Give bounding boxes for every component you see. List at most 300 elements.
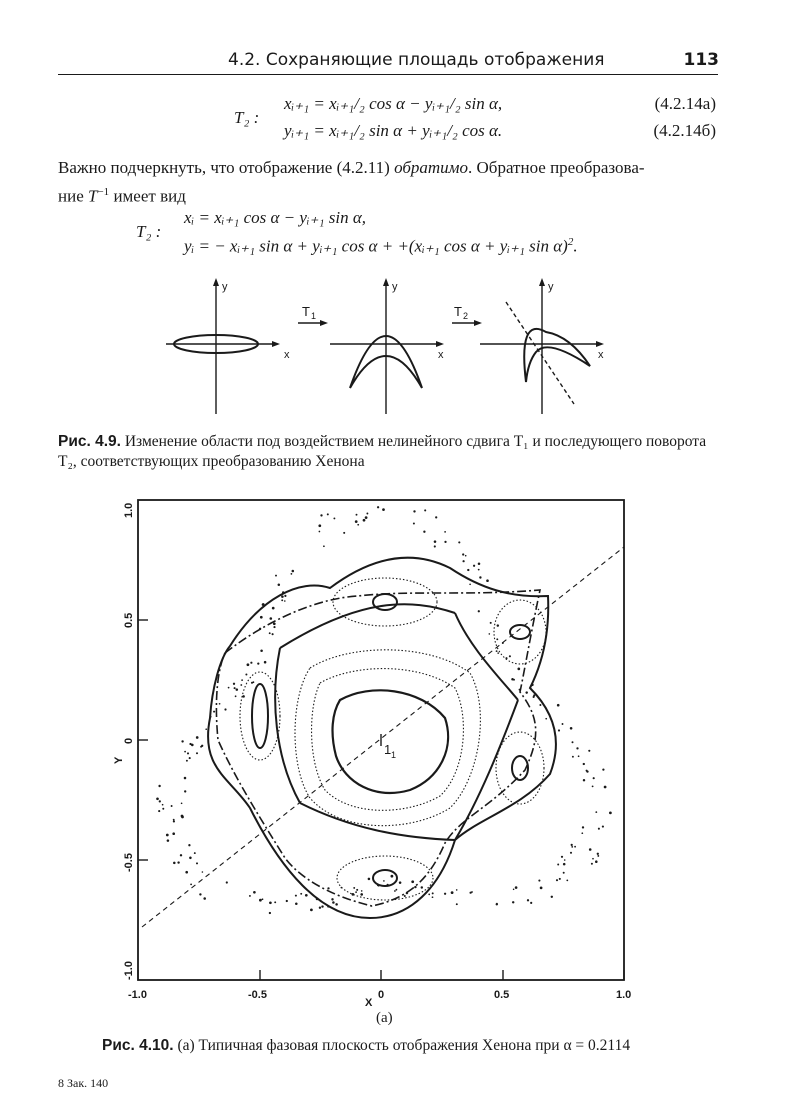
- fig49-panel2-x-label: x: [438, 349, 444, 361]
- fig410-chaotic-point: [533, 694, 535, 696]
- fig410-chaotic-point: [327, 513, 329, 515]
- fig410-chaotic-point: [251, 682, 253, 684]
- fig410-chaotic-point: [356, 889, 358, 891]
- fig410-chaotic-point: [434, 540, 437, 543]
- fig410-chaotic-point: [295, 903, 298, 906]
- fig410-chaotic-point: [458, 541, 460, 543]
- fig410-chaotic-point: [269, 632, 271, 634]
- fig410-chaotic-point: [355, 520, 358, 523]
- fig49-panel1-y-arrowhead: [213, 278, 219, 286]
- fig410-chaotic-point: [563, 872, 565, 874]
- fig410-chaotic-point: [235, 695, 237, 697]
- figure-4-10-caption-text: (а) Типичная фазовая плоскость отображения Хенона при α = 0.2114: [173, 1037, 631, 1054]
- fig410-fixed-point-label: 1: [384, 742, 392, 757]
- fig410-chaotic-point: [159, 800, 161, 802]
- fig410-chaotic-point: [264, 661, 267, 664]
- running-header-title: 4.2. Сохраняющие площадь отображения: [228, 50, 605, 70]
- fig410-chaotic-point: [462, 553, 464, 555]
- fig410-chaotic-point: [332, 901, 335, 904]
- fig410-island-left-outer: [240, 672, 280, 760]
- fig410-chaotic-point: [262, 898, 264, 900]
- fig410-x-axis-label: X: [365, 997, 373, 1008]
- fig410-chaotic-point: [181, 802, 183, 804]
- fig410-chaotic-point: [259, 628, 261, 630]
- fig410-chaotic-point: [224, 708, 226, 710]
- figure-4-9-caption: [58, 432, 714, 472]
- fig410-chaotic-point: [228, 687, 230, 689]
- fig410-chaotic-point: [444, 893, 446, 895]
- fig410-chaotic-point: [444, 541, 446, 543]
- fig410-chaotic-point: [184, 751, 186, 753]
- fig410-chaotic-point: [319, 531, 321, 533]
- fig410-chaotic-point: [512, 901, 514, 903]
- fig410-chaotic-point: [245, 673, 247, 675]
- fig410-chaotic-point: [592, 785, 594, 787]
- fig410-chaotic-point: [352, 893, 355, 896]
- fig410-chaotic-point: [269, 901, 272, 904]
- fig410-chaotic-point: [250, 662, 252, 664]
- fig410-chaotic-point: [341, 887, 343, 889]
- fig410-chaotic-point: [357, 524, 359, 526]
- fig410-chaotic-point: [269, 912, 271, 914]
- fig410-chaotic-point: [353, 887, 355, 889]
- fig49-panel2-y-arrowhead: [383, 278, 389, 286]
- fig410-chaotic-point: [194, 852, 196, 854]
- fig410-chaotic-point: [284, 595, 286, 597]
- fig410-chaotic-point: [589, 848, 592, 851]
- fig410-chaotic-point: [509, 655, 511, 657]
- fig410-chaotic-point: [291, 573, 293, 575]
- fig410-chaotic-point: [281, 599, 283, 601]
- fig410-chaotic-point: [406, 892, 408, 894]
- fig410-chaotic-point: [257, 662, 259, 664]
- paragraph-part3: ние: [58, 186, 88, 206]
- fig410-chaotic-point: [469, 583, 471, 585]
- fig410-chaotic-point: [172, 832, 175, 835]
- fig410-chaotic-point: [190, 883, 192, 885]
- fig410-chaotic-point: [597, 853, 599, 855]
- fig410-chaotic-point: [456, 903, 458, 905]
- page-number: 113: [683, 50, 719, 70]
- fig410-chaotic-point: [564, 859, 566, 861]
- figure-4-10-caption-label: Рис. 4.10.: [102, 1037, 174, 1054]
- fig410-chaotic-point: [363, 519, 366, 522]
- fig410-chaotic-point: [570, 727, 573, 730]
- fig410-chaotic-point: [574, 846, 576, 848]
- fig49-panel1-x-arrowhead: [272, 341, 280, 347]
- fig49-panel3-dashed-line: [506, 302, 574, 404]
- fig410-chaotic-point: [318, 524, 321, 527]
- fig410-chaotic-point: [559, 878, 561, 880]
- fig410-y-tick-label-4: 1.0: [123, 502, 135, 518]
- equation-number-4-2-14b: (4.2.14б): [653, 121, 716, 140]
- fig410-chaotic-point: [281, 595, 284, 598]
- fig410-chaotic-point: [595, 811, 597, 813]
- fig410-y-tick-label-3: 0.5: [123, 612, 135, 628]
- equation-label-t2: T₂ :: [234, 108, 260, 127]
- fig410-chaotic-point: [210, 716, 212, 718]
- fig410-chaotic-point: [368, 878, 371, 881]
- fig410-chaotic-point: [598, 828, 600, 830]
- fig410-chaotic-point: [366, 513, 368, 515]
- fig410-chaotic-point: [253, 891, 256, 894]
- fig410-chaotic-point: [551, 896, 553, 898]
- fig410-chaotic-point: [181, 816, 184, 819]
- fig410-chaotic-point: [184, 790, 186, 792]
- fig410-chaotic-point: [496, 903, 498, 905]
- fig410-chaotic-point: [196, 736, 199, 739]
- fig410-chaotic-point: [320, 514, 322, 516]
- fig410-chaotic-point: [505, 657, 507, 659]
- fig410-island-bottom-core: [373, 870, 397, 886]
- fig410-chaotic-point: [583, 779, 585, 781]
- fig410-chaotic-point: [275, 575, 277, 577]
- fig410-chaotic-point: [173, 819, 175, 821]
- fig410-chaotic-point: [185, 871, 188, 874]
- fig410-chaotic-point: [196, 752, 198, 754]
- fig410-island-right-upper-core: [510, 625, 530, 639]
- fig410-chaotic-point: [199, 893, 201, 895]
- fig410-chaotic-point: [540, 887, 543, 890]
- fig410-chaotic-point: [530, 902, 532, 904]
- fig410-chaotic-point: [270, 617, 273, 620]
- fig410-chaotic-point: [188, 844, 190, 846]
- fig49-arrow-t2-head: [474, 320, 482, 326]
- fig49-panel3-x-arrowhead: [596, 341, 604, 347]
- fig410-chaotic-point: [187, 752, 189, 754]
- fig410-chaotic-point: [527, 899, 529, 901]
- fig49-panel3-x-label: x: [598, 349, 604, 361]
- fig410-chaotic-point: [609, 812, 612, 815]
- fig410-chaotic-point: [162, 804, 164, 806]
- fig410-chaotic-point: [181, 740, 183, 742]
- fig410-chaotic-point: [432, 896, 434, 898]
- fig410-chaotic-point: [360, 893, 363, 896]
- fig410-chaotic-point: [467, 569, 469, 571]
- fig410-chaotic-point: [343, 532, 345, 534]
- fig410-chaotic-point: [478, 610, 480, 612]
- inverse-equation-line1: xᵢ = xᵢ₊₁ cos α − yᵢ₊₁ sin α,: [184, 208, 367, 227]
- fig410-chaotic-point: [305, 894, 308, 897]
- fig49-panel1-x-label: x: [284, 349, 290, 361]
- fig410-chaotic-point: [571, 844, 573, 846]
- fig410-chaotic-point: [399, 881, 402, 884]
- fig410-chaotic-point: [578, 755, 580, 757]
- fig410-chaotic-point: [428, 894, 430, 896]
- fig410-chaotic-point: [282, 591, 284, 593]
- fig410-chaotic-point: [588, 750, 590, 752]
- fig410-chaotic-point: [413, 522, 415, 524]
- fig410-chaotic-point: [189, 857, 192, 860]
- fig410-chaotic-point: [323, 545, 325, 547]
- fig410-chaotic-point: [382, 508, 385, 511]
- fig410-island-left-core: [252, 684, 268, 748]
- fig410-chaotic-point: [451, 891, 454, 894]
- fig410-chaotic-point: [300, 893, 302, 895]
- fig410-chaotic-point: [177, 861, 179, 863]
- fig410-chaotic-point: [189, 757, 191, 759]
- fig410-chaotic-point: [496, 650, 498, 652]
- fig410-chaotic-point: [166, 834, 169, 837]
- fig410-chaotic-point: [411, 880, 414, 883]
- fig410-chaotic-point: [489, 633, 491, 635]
- fig410-chaotic-point: [327, 905, 329, 907]
- fig410-chaotic-point: [319, 907, 321, 909]
- figure-4-9: [150, 276, 620, 416]
- fig410-chaotic-point: [233, 683, 235, 685]
- fig410-chaotic-point: [173, 820, 175, 822]
- fig49-panel3-rotated-shape: [524, 329, 590, 382]
- fig410-chaotic-point: [421, 886, 423, 888]
- fig49-arrow-t2-sub: 2: [463, 311, 469, 321]
- fig410-chaotic-point: [576, 747, 578, 749]
- fig410-chaotic-point: [321, 905, 323, 907]
- header-rule: [58, 74, 718, 75]
- fig410-chaotic-point: [219, 703, 221, 705]
- fig410-chaotic-point: [591, 863, 593, 865]
- fig410-chaotic-point: [496, 638, 498, 640]
- fig410-chaotic-point: [486, 579, 489, 582]
- inverse-equation-line2-sup: 2: [567, 236, 574, 248]
- fig410-chaotic-point: [327, 887, 329, 889]
- fig410-chaotic-point: [184, 777, 187, 780]
- fig410-chaotic-point: [557, 864, 559, 866]
- fig410-chaotic-point: [497, 624, 499, 626]
- fig410-chaotic-point: [278, 583, 281, 586]
- fig410-chaotic-point: [242, 695, 245, 698]
- fig49-panel1-y-label: y: [222, 281, 228, 293]
- fig410-chaotic-point: [273, 622, 276, 625]
- fig410-chaotic-point: [511, 678, 514, 681]
- fig410-chaotic-point: [241, 679, 243, 681]
- fig410-chaotic-point: [545, 718, 547, 720]
- fig410-x-tick-label-3: 0.5: [494, 989, 510, 1001]
- fig410-invariant-curve-3: [295, 650, 480, 826]
- fig49-panel3-y-arrowhead: [539, 278, 545, 286]
- fig410-chaotic-point: [180, 854, 182, 856]
- fig410-chaotic-point: [202, 871, 204, 873]
- fig410-chaotic-points: [156, 506, 612, 914]
- fig410-chaotic-point: [196, 862, 198, 864]
- fig410-chaotic-point: [497, 652, 499, 654]
- figure-4-9-caption-text: Изменение области под воздействием нелинейного сдвига T₁ и последующего поворота T₂, соответствующих преобразованию Хенона: [58, 433, 707, 470]
- fig410-chaotic-point: [259, 899, 262, 902]
- fig410-chaotic-point: [158, 785, 160, 787]
- fig410-chaotic-point: [444, 531, 446, 533]
- fig410-chaotic-point: [272, 607, 275, 610]
- footer-signature: 8 Зак. 140: [58, 1076, 109, 1090]
- fig410-chaotic-point: [570, 852, 572, 854]
- fig410-separatrix-arc-top: [280, 604, 455, 648]
- fig410-chaotic-point: [583, 763, 585, 765]
- fig410-chaotic-point: [432, 892, 434, 894]
- fig410-chaotic-point: [513, 889, 515, 891]
- fig410-chaotic-point: [365, 516, 368, 519]
- fig410-chaotic-point: [593, 777, 595, 779]
- fig410-chaotic-point: [167, 839, 170, 842]
- fig410-chaotic-point: [356, 514, 358, 516]
- fig410-chaotic-point: [361, 890, 363, 892]
- fig410-chaotic-point: [515, 886, 518, 889]
- fig410-chaotic-point: [310, 909, 313, 912]
- fig410-separatrix-arc-left: [275, 648, 300, 803]
- fig410-chaotic-point: [236, 688, 239, 691]
- paragraph-inverse-sup: −1: [97, 186, 110, 198]
- fig410-x-tick-label-4: 1.0: [616, 989, 632, 1001]
- fig410-x-tick-label-1: -0.5: [248, 989, 267, 1001]
- fig410-chaotic-point: [473, 565, 475, 567]
- fig410-chaotic-point: [581, 832, 583, 834]
- fig410-chaotic-point: [316, 898, 319, 901]
- fig410-chaotic-point: [377, 506, 379, 508]
- fig410-chaotic-point: [562, 723, 564, 725]
- fig410-chaotic-point: [396, 889, 398, 891]
- fig410-y-tick-label-0: -1.0: [123, 961, 135, 980]
- fig410-chaotic-point: [561, 856, 563, 858]
- fig410-chaotic-point: [173, 862, 176, 865]
- fig410-chaotic-point: [234, 687, 236, 689]
- fig410-chaotic-point: [284, 600, 286, 602]
- fig410-chaotic-point: [469, 892, 471, 894]
- fig410-chaotic-point: [286, 900, 288, 902]
- fig410-chaotic-point: [273, 626, 275, 628]
- paragraph-emphasis: обратимо: [394, 158, 469, 177]
- fig410-chaotic-point: [272, 633, 274, 635]
- fig410-y-axis-label: Y: [113, 756, 125, 764]
- fig49-panel3-y-label: y: [548, 281, 554, 293]
- fig410-chaotic-point: [462, 560, 464, 562]
- fig410-chaotic-point: [387, 884, 389, 886]
- fig410-chaotic-point: [391, 875, 394, 878]
- figure-4-10: [110, 478, 650, 1008]
- fig410-x-tick-label-0: -1.0: [128, 989, 147, 1001]
- fig410-y-tick-label-1: -0.5: [123, 853, 135, 872]
- fig410-chaotic-point: [571, 846, 573, 848]
- fig410-chaotic-point: [249, 895, 251, 897]
- fig410-chaotic-point: [413, 510, 415, 512]
- fig410-chaotic-point: [414, 886, 416, 888]
- fig410-chaotic-point: [490, 622, 492, 624]
- fig410-chaotic-point: [465, 555, 467, 557]
- fig410-chaotic-point: [274, 901, 276, 903]
- inverse-equation-line2: [184, 236, 578, 257]
- paragraph-part4: имеет вид: [109, 186, 186, 206]
- equation-4-2-14a: xᵢ₊₁ = xᵢ₊₁/₂ cos α − yᵢ₊₁/₂ sin α,: [284, 94, 503, 113]
- fig410-chaotic-point: [423, 531, 425, 533]
- fig410-chaotic-point: [602, 826, 604, 828]
- paragraph-part2: . Обратное преобразова-: [468, 158, 645, 177]
- fig410-chaotic-point: [355, 891, 357, 893]
- fig410-chaotic-point: [331, 898, 333, 900]
- fig410-chaotic-point: [260, 616, 263, 619]
- fig410-chaotic-point: [203, 897, 206, 900]
- fig410-chaotic-point: [434, 545, 436, 547]
- equation-4-2-14b: yᵢ₊₁ = xᵢ₊₁/₂ sin α + yᵢ₊₁/₂ cos α.: [284, 121, 503, 140]
- equation-number-4-2-14a: (4.2.14а): [654, 94, 716, 113]
- fig410-island-right-upper-outer: [494, 600, 546, 664]
- fig410-island-top-core: [373, 594, 397, 610]
- fig410-chaotic-point: [525, 691, 527, 693]
- fig410-chaotic-point: [226, 881, 228, 883]
- fig410-chaotic-point: [158, 810, 160, 812]
- inverse-equation-line2-end: .: [573, 236, 578, 256]
- fig410-chaotic-point: [538, 880, 540, 882]
- fig410-chaotic-point: [478, 562, 481, 565]
- fig410-chaotic-point: [502, 642, 504, 644]
- fig410-chaotic-point: [240, 684, 242, 686]
- fig410-chaotic-point: [435, 516, 437, 518]
- fig410-chaotic-point: [572, 756, 574, 758]
- fig410-chaotic-point: [262, 603, 264, 605]
- inverse-equation-line2-main: yᵢ = − xᵢ₊₁ sin α + yᵢ₊₁ cos α + +(xᵢ₊₁ cos α + yᵢ₊₁ sin α): [184, 236, 568, 256]
- fig410-chaotic-point: [586, 770, 588, 772]
- fig410-chaotic-point: [189, 743, 191, 745]
- fig410-island-bottom-outer: [337, 856, 433, 900]
- fig410-chaotic-point: [162, 808, 164, 810]
- fig410-chaotic-point: [539, 704, 541, 706]
- fig410-chaotic-point: [292, 570, 295, 573]
- fig410-chaotic-point: [205, 728, 207, 730]
- fig410-chaotic-point: [295, 895, 297, 897]
- figure-4-9-caption-label: Рис. 4.9.: [58, 433, 121, 450]
- fig49-arrow-t1-label: T: [302, 304, 310, 319]
- fig410-chaotic-point: [604, 786, 607, 789]
- fig410-chaotic-point: [335, 903, 338, 906]
- fig410-fixed-point-label-sub: 1: [391, 750, 397, 760]
- inverse-equation-label: T₂ :: [136, 222, 162, 241]
- paragraph-inverse: T: [88, 186, 98, 206]
- fig410-chaotic-point: [171, 805, 173, 807]
- fig410-separatrix-arc-bottom: [300, 803, 455, 840]
- figure-4-10-caption: [102, 1036, 722, 1056]
- fig410-chaotic-point: [566, 879, 568, 881]
- fig410-chaotic-point: [201, 745, 203, 747]
- fig410-y-tick-label-2: 0: [123, 737, 135, 744]
- fig410-chaotic-point: [377, 884, 379, 886]
- fig410-chaotic-point: [556, 879, 558, 881]
- fig410-chaotic-point: [595, 860, 598, 863]
- fig410-chaotic-point: [531, 683, 534, 686]
- fig410-separatrix: [216, 590, 540, 906]
- fig410-chaotic-point: [156, 797, 159, 800]
- fig49-arrow-t1-sub: 1: [311, 311, 317, 321]
- fig410-chaotic-point: [456, 889, 458, 891]
- fig49-arrow-t1-head: [320, 320, 328, 326]
- fig410-island-top-outer: [333, 578, 437, 626]
- fig410-chaotic-point: [517, 668, 520, 671]
- fig410-chaotic-point: [404, 895, 406, 897]
- fig410-chaotic-point: [558, 729, 560, 731]
- fig410-separatrix-arc-right: [455, 613, 518, 700]
- fig410-chaotic-point: [582, 826, 584, 828]
- fig410-x-tick-label-2: 0: [378, 989, 385, 1001]
- paragraph: [58, 156, 718, 209]
- figure-4-10-panel-label: (a): [376, 1010, 393, 1026]
- fig410-chaotic-point: [597, 855, 599, 857]
- fig410-chaotic-point: [602, 768, 604, 770]
- fig410-chaotic-point: [557, 704, 560, 707]
- fig410-chaotic-point: [260, 650, 263, 653]
- fig410-chaotic-point: [592, 858, 594, 860]
- fig410-chaotic-point: [424, 509, 426, 511]
- paragraph-part1: Важно подчеркнуть, что отображение (4.2.11): [58, 158, 395, 177]
- fig410-chaotic-point: [519, 689, 521, 691]
- fig49-arrow-t2-label: T: [454, 304, 462, 319]
- fig410-chaotic-point: [563, 863, 566, 866]
- fig410-chaotic-point: [383, 880, 385, 882]
- fig410-chaotic-point: [333, 517, 335, 519]
- fig410-chaotic-point: [247, 663, 250, 666]
